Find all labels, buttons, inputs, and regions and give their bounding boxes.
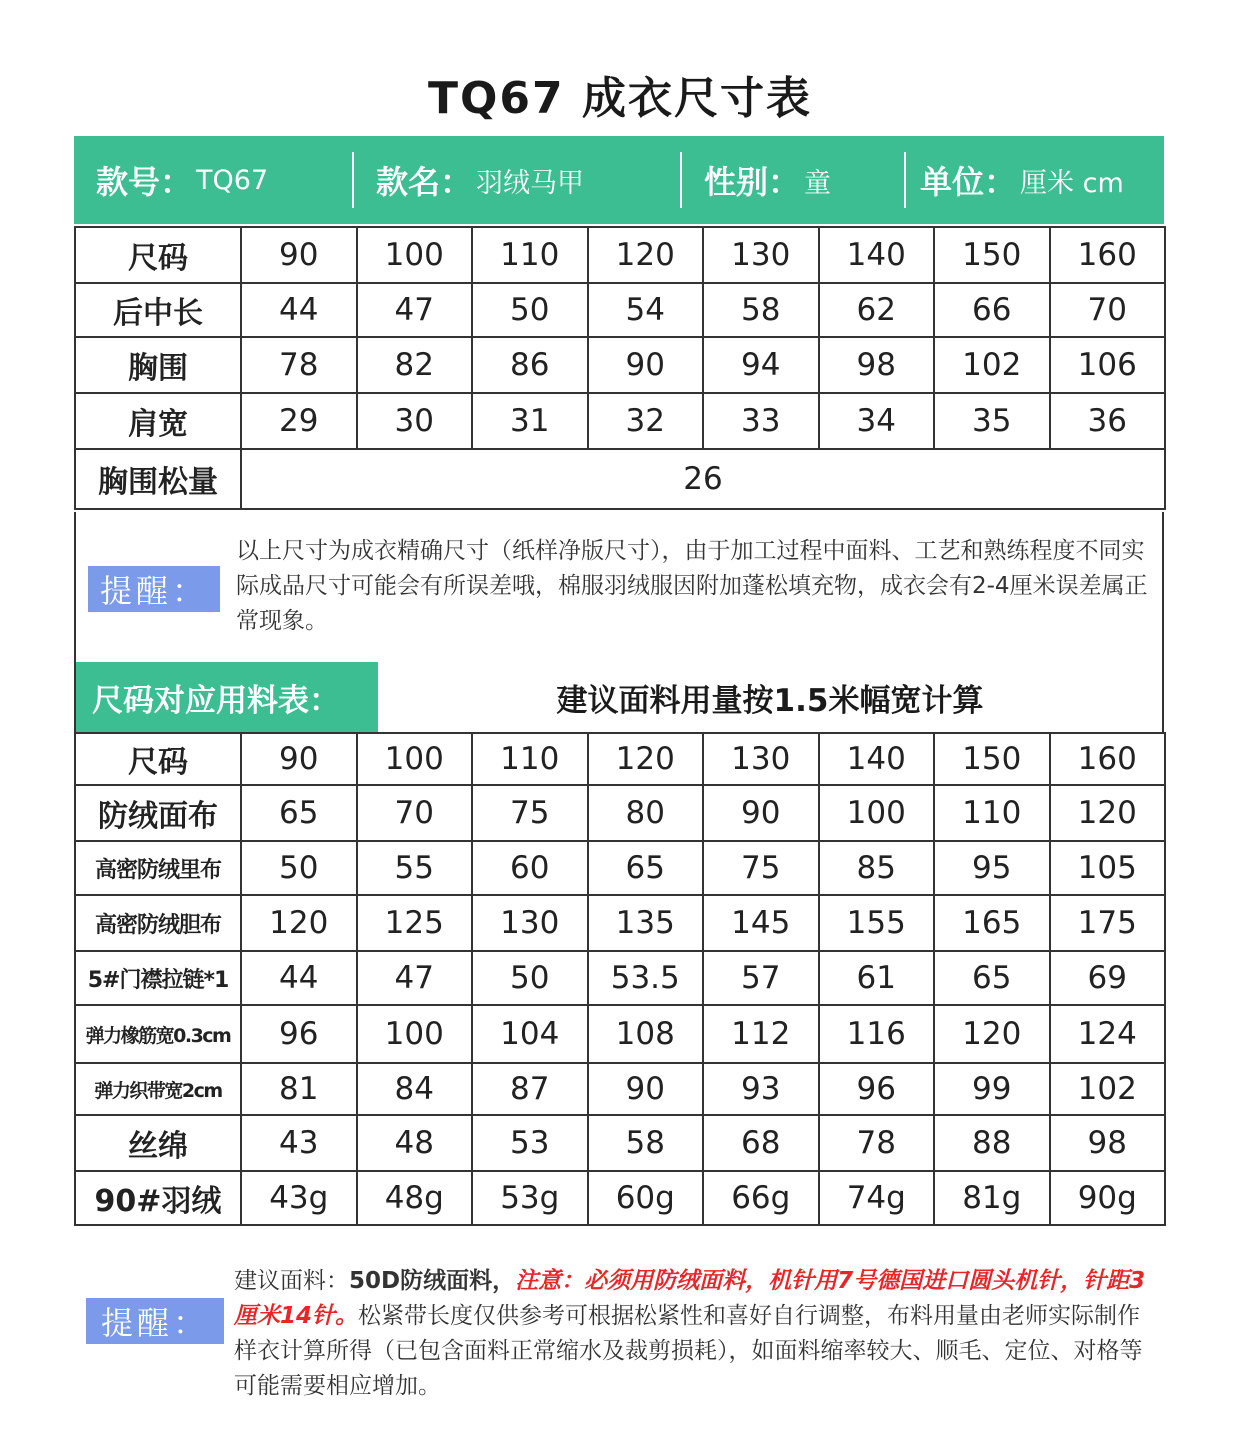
table-row xyxy=(75,785,1165,841)
note-box-1 xyxy=(74,512,1164,662)
table-cell: 80 xyxy=(588,785,704,841)
table-cell: 81 xyxy=(241,1063,357,1115)
table-cell: 69 xyxy=(1050,951,1166,1005)
table-cell: 98 xyxy=(1050,1115,1166,1171)
table-cell: 95 xyxy=(934,841,1050,895)
gender-value: 童 xyxy=(804,167,832,199)
table-cell: 90 xyxy=(588,1063,704,1115)
note-intro: 建议面料： xyxy=(234,1268,349,1294)
table-cell: 74g xyxy=(819,1171,935,1225)
table-cell: 34 xyxy=(819,393,935,449)
note-text-2 xyxy=(234,1264,1154,1404)
material-title: 建议面料用量按1.5米幅宽计算 xyxy=(556,682,984,719)
note-fabric: 50D防绒面料， xyxy=(349,1268,516,1294)
table-cell: 175 xyxy=(1050,895,1166,951)
table-cell: 58 xyxy=(703,283,819,337)
table-cell: 43 xyxy=(241,1115,357,1171)
style-name-label: 款名： xyxy=(376,163,473,201)
table-row xyxy=(75,449,1165,509)
unit-value: 厘米 cm xyxy=(1020,167,1124,199)
table-cell: 86 xyxy=(472,337,588,393)
table-cell: 31 xyxy=(472,393,588,449)
table-row xyxy=(75,1115,1165,1171)
table-cell: 100 xyxy=(357,227,473,283)
table-cell: 120 xyxy=(588,733,704,785)
table-cell: 50 xyxy=(241,841,357,895)
table-row xyxy=(75,337,1165,393)
ease-value: 26 xyxy=(241,449,1165,509)
table-cell: 110 xyxy=(472,227,588,283)
style-no-cell xyxy=(74,152,354,208)
table-cell: 82 xyxy=(357,337,473,393)
table-cell: 29 xyxy=(241,393,357,449)
table-cell: 44 xyxy=(241,283,357,337)
table-cell: 160 xyxy=(1050,227,1166,283)
table-cell: 140 xyxy=(819,227,935,283)
table-cell: 135 xyxy=(588,895,704,951)
table-cell: 43g xyxy=(241,1171,357,1225)
table-cell: 112 xyxy=(703,1005,819,1063)
table-cell: 44 xyxy=(241,951,357,1005)
table-cell: 100 xyxy=(819,785,935,841)
note-box-2 xyxy=(74,1262,1164,1412)
table-cell: 36 xyxy=(1050,393,1166,449)
table-cell: 100 xyxy=(357,733,473,785)
table-cell: 99 xyxy=(934,1063,1050,1115)
table-cell: 90g xyxy=(1050,1171,1166,1225)
style-no-value: TQ67 xyxy=(196,164,269,196)
table-cell: 65 xyxy=(934,951,1050,1005)
table-cell: 35 xyxy=(934,393,1050,449)
table-cell: 160 xyxy=(1050,733,1166,785)
table-row xyxy=(75,1063,1165,1115)
table-cell: 85 xyxy=(819,841,935,895)
table-cell: 105 xyxy=(1050,841,1166,895)
table-cell: 66g xyxy=(703,1171,819,1225)
table-cell: 87 xyxy=(472,1063,588,1115)
table-cell: 33 xyxy=(703,393,819,449)
table-cell: 110 xyxy=(472,733,588,785)
row-label: 胸围 xyxy=(75,337,241,393)
table-cell: 145 xyxy=(703,895,819,951)
table-cell: 68 xyxy=(703,1115,819,1171)
table-row xyxy=(75,227,1165,283)
row-label: 弹力织带宽2cm xyxy=(75,1063,241,1115)
page-title: TQ67 成衣尺寸表 xyxy=(428,73,812,124)
table-cell: 81g xyxy=(934,1171,1050,1225)
row-label: 高密防绒里布 xyxy=(75,841,241,895)
table-cell: 66 xyxy=(934,283,1050,337)
table-cell: 140 xyxy=(819,733,935,785)
table-cell: 50 xyxy=(472,951,588,1005)
table-cell: 78 xyxy=(819,1115,935,1171)
table-cell: 78 xyxy=(241,337,357,393)
note-rest: 松紧带长度仅供参考可根据松紧性和喜好自行调整，布料用量由老师实际制作样衣计算所得（已包含面料正常缩水及裁剪损耗），如面料缩率较大、顺毛、定位、对格等可能需要相应增加。 xyxy=(234,1303,1143,1399)
row-label: 尺码 xyxy=(75,733,241,785)
table-row xyxy=(75,393,1165,449)
table-cell: 54 xyxy=(588,283,704,337)
table-cell: 110 xyxy=(934,785,1050,841)
table-cell: 32 xyxy=(588,393,704,449)
table-cell: 84 xyxy=(357,1063,473,1115)
table-cell: 104 xyxy=(472,1005,588,1063)
row-label: 高密防绒胆布 xyxy=(75,895,241,951)
table-cell: 106 xyxy=(1050,337,1166,393)
unit-label: 单位： xyxy=(920,163,1017,201)
table-cell: 90 xyxy=(588,337,704,393)
style-name-cell xyxy=(354,152,682,208)
note-warning: 注意：必须用防绒面料，机针用7号德国进口圆头机针，针距3厘米14针。 xyxy=(234,1268,1146,1329)
table-cell: 130 xyxy=(703,227,819,283)
row-label: 5#门襟拉链*1 xyxy=(75,951,241,1005)
table-row xyxy=(75,1171,1165,1225)
note-tag-1: 提醒： xyxy=(88,566,220,612)
table-cell: 57 xyxy=(703,951,819,1005)
table-cell: 30 xyxy=(357,393,473,449)
ease-label: 胸围松量 xyxy=(75,449,241,509)
material-header-band xyxy=(74,662,1164,732)
spec-header-band xyxy=(74,136,1164,224)
table-cell: 50 xyxy=(472,283,588,337)
note-text-1: 以上尺寸为成衣精确尺寸（纸样净版尺寸），由于加工过程中面料、工艺和熟练程度不同实际成品尺寸可能会有所误差哦，棉服羽绒服因附加蓬松填充物，成衣会有2-4厘米误差属正常现象。 xyxy=(236,538,1148,634)
table-row xyxy=(75,1005,1165,1063)
table-cell: 53g xyxy=(472,1171,588,1225)
row-label: 90#羽绒 xyxy=(75,1171,241,1225)
table-cell: 130 xyxy=(703,733,819,785)
table-row xyxy=(75,283,1165,337)
gender-cell xyxy=(682,152,906,208)
row-label: 后中长 xyxy=(75,283,241,337)
table-cell: 150 xyxy=(934,733,1050,785)
table-cell: 60 xyxy=(472,841,588,895)
material-table xyxy=(74,732,1166,1226)
table-cell: 90 xyxy=(703,785,819,841)
table-cell: 165 xyxy=(934,895,1050,951)
style-no-label: 款号： xyxy=(96,163,193,201)
row-label: 尺码 xyxy=(75,227,241,283)
row-label: 丝绵 xyxy=(75,1115,241,1171)
table-cell: 102 xyxy=(1050,1063,1166,1115)
table-cell: 48g xyxy=(357,1171,473,1225)
table-cell: 70 xyxy=(357,785,473,841)
table-cell: 116 xyxy=(819,1005,935,1063)
table-cell: 155 xyxy=(819,895,935,951)
table-cell: 58 xyxy=(588,1115,704,1171)
table-cell: 70 xyxy=(1050,283,1166,337)
table-cell: 120 xyxy=(241,895,357,951)
table-cell: 53 xyxy=(472,1115,588,1171)
table-row xyxy=(75,841,1165,895)
table-cell: 120 xyxy=(1050,785,1166,841)
table-cell: 108 xyxy=(588,1005,704,1063)
table-cell: 60g xyxy=(588,1171,704,1225)
table-cell: 130 xyxy=(472,895,588,951)
table-cell: 98 xyxy=(819,337,935,393)
table-cell: 65 xyxy=(588,841,704,895)
note-tag-2: 提醒： xyxy=(86,1298,224,1344)
table-cell: 75 xyxy=(703,841,819,895)
table-cell: 120 xyxy=(588,227,704,283)
table-row xyxy=(75,733,1165,785)
table-cell: 55 xyxy=(357,841,473,895)
gender-label: 性别： xyxy=(704,163,801,201)
table-row xyxy=(75,895,1165,951)
table-row xyxy=(75,951,1165,1005)
table-cell: 48 xyxy=(357,1115,473,1171)
table-cell: 75 xyxy=(472,785,588,841)
table-cell: 62 xyxy=(819,283,935,337)
table-cell: 65 xyxy=(241,785,357,841)
table-cell: 61 xyxy=(819,951,935,1005)
table-cell: 102 xyxy=(934,337,1050,393)
table-cell: 47 xyxy=(357,951,473,1005)
table-cell: 94 xyxy=(703,337,819,393)
table-cell: 120 xyxy=(934,1005,1050,1063)
table-cell: 90 xyxy=(241,733,357,785)
row-label: 防绒面布 xyxy=(75,785,241,841)
material-tag: 尺码对应用料表： xyxy=(76,662,378,732)
row-label: 肩宽 xyxy=(75,393,241,449)
table-cell: 47 xyxy=(357,283,473,337)
row-label: 弹力橡筋宽0.3cm xyxy=(75,1005,241,1063)
table-cell: 88 xyxy=(934,1115,1050,1171)
table-cell: 93 xyxy=(703,1063,819,1115)
table-cell: 125 xyxy=(357,895,473,951)
table-cell: 96 xyxy=(819,1063,935,1115)
table-cell: 96 xyxy=(241,1005,357,1063)
table-cell: 150 xyxy=(934,227,1050,283)
table-cell: 124 xyxy=(1050,1005,1166,1063)
unit-cell xyxy=(906,152,1164,208)
table-cell: 100 xyxy=(357,1005,473,1063)
size-table xyxy=(74,226,1166,510)
table-cell: 90 xyxy=(241,227,357,283)
style-name-value: 羽绒马甲 xyxy=(476,167,585,199)
table-cell: 53.5 xyxy=(588,951,704,1005)
